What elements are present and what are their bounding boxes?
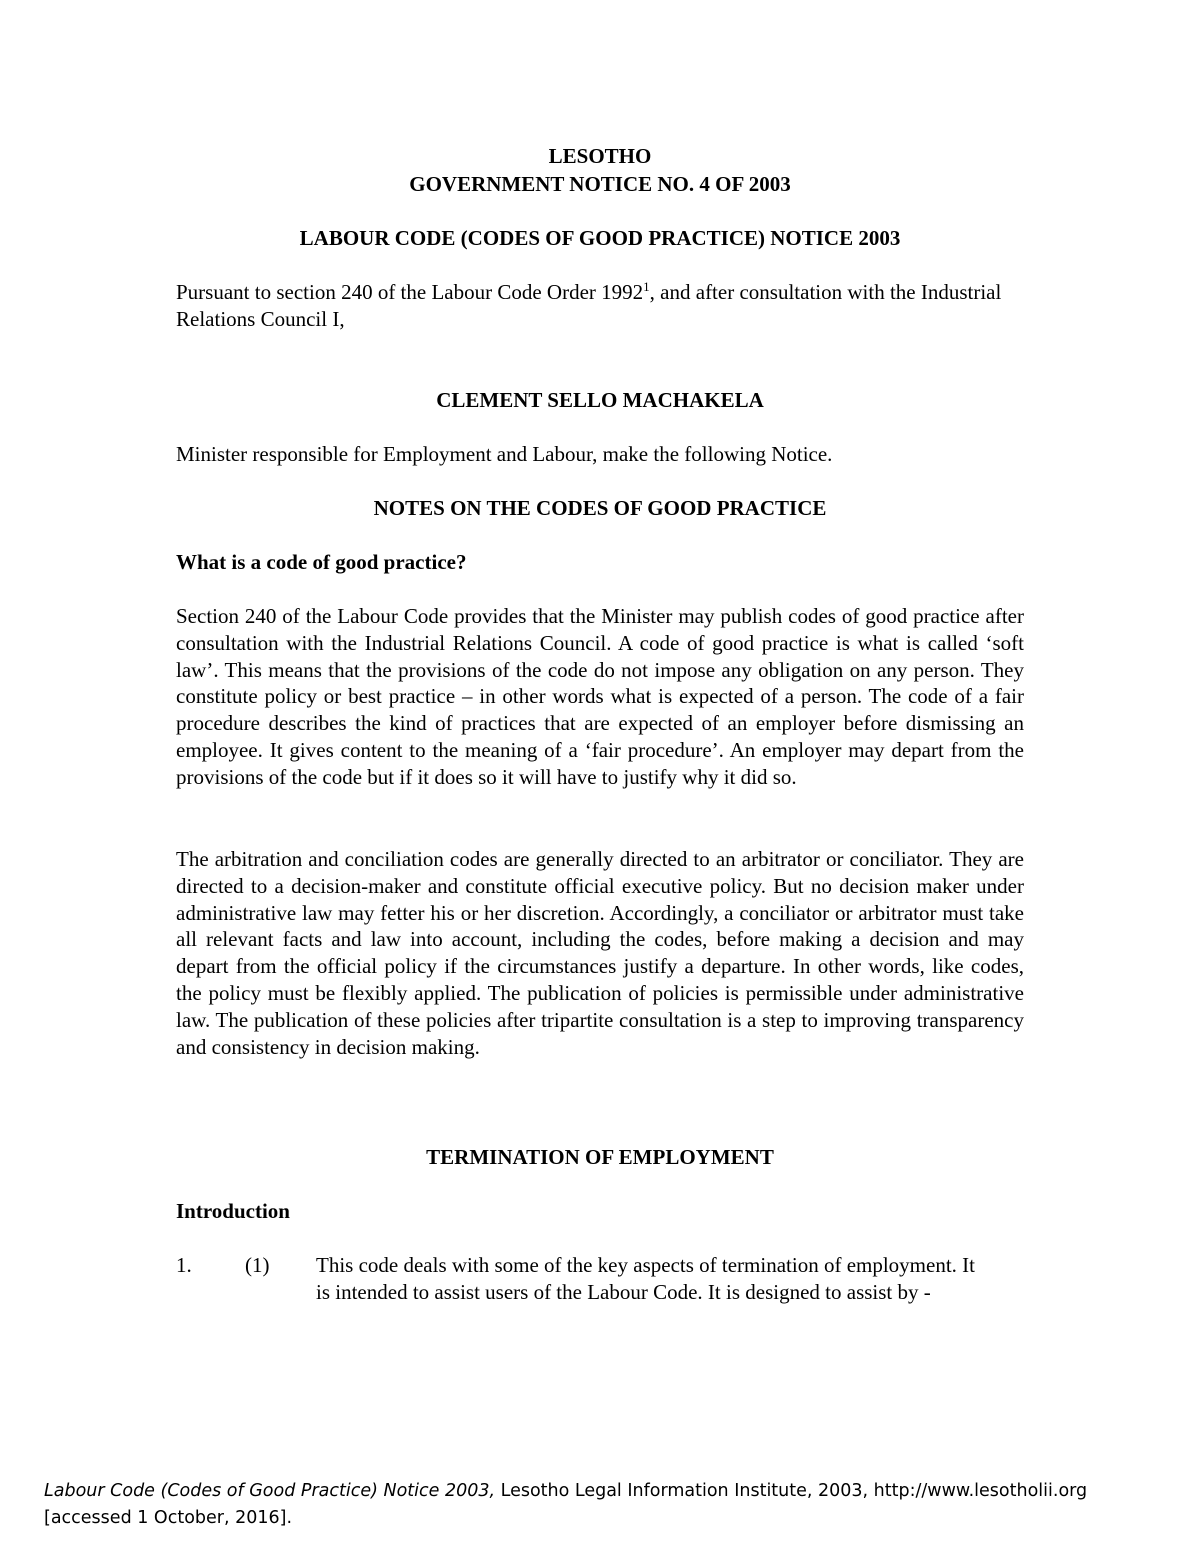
notes-paragraph-2: The arbitration and conciliation codes are generally directed to an arbitrator or conciliator. They are directed to a decision-maker and constitute official executive policy. But no decision maker under administrative law may fetter his or her discretion. Accordingly, a conciliator or arbitrator must take all relevant facts and law into account, including the codes, before making a decision and may depart from the official policy if the circumstances justify a departure. In other words, like codes, the policy must be flexibly applied. The publication of policies is permissible under administrative law. The publication of these policies after tripartite consultation is a step to improving transparency and consistency in decision making. xyxy=(176,847,1024,1059)
minister-name-heading: CLEMENT SELLO MACHAKELA xyxy=(436,388,764,412)
notes-paragraph-1: Section 240 of the Labour Code provides that the Minister may publish codes of good practice after consultation with the Industrial Relations Council. A code of good practice is what is called ‘soft law’. This means that the provisions of the code do not impose any obligation on any person. They constitute policy or best practice – in other words what is expected of a person. The code of a fair procedure describes the kind of practices that are expected of an employer before dismissing an employee. It gives content to the meaning of a ‘fair procedure’. An employer may depart from the provisions of the code but if it does so it will have to justify why it did so. xyxy=(176,604,1024,789)
footnote-marker[interactable]: 1 xyxy=(643,279,650,294)
item-subnumber: (1) xyxy=(245,1253,270,1277)
preamble-text-before: Pursuant to section 240 of the Labour Code Order 1992 xyxy=(176,280,644,304)
notice-title-heading: LABOUR CODE (CODES OF GOOD PRACTICE) NOTICE 2003 xyxy=(299,226,901,250)
introduction-subheading: Introduction xyxy=(176,1199,290,1223)
notes-subheading: What is a code of good practice? xyxy=(176,550,467,574)
preamble-paragraph xyxy=(176,279,1024,333)
citation-details: Lesotho Legal Information Institute, 2003, http://www.lesotholii.org [accessed 1 October, 2016]. xyxy=(44,1481,1088,1528)
country-heading: LESOTHO xyxy=(548,144,652,168)
citation-footer xyxy=(44,1478,1164,1532)
notice-number-heading: GOVERNMENT NOTICE NO. 4 OF 2003 xyxy=(409,172,791,196)
item-text: This code deals with some of the key aspects of termination of employment. It is intended to assist users of the Labour Code. It is designed to assist by - xyxy=(316,1253,975,1304)
notes-heading: NOTES ON THE CODES OF GOOD PRACTICE xyxy=(373,496,827,520)
preamble-text-after: , and after consultation with the Industrial Relations Council I, xyxy=(176,280,1002,331)
minister-statement: Minister responsible for Employment and Labour, make the following Notice. xyxy=(176,442,833,466)
citation-title: Labour Code (Codes of Good Practice) Notice 2003, xyxy=(44,1481,496,1501)
termination-heading: TERMINATION OF EMPLOYMENT xyxy=(426,1145,774,1169)
item-number: 1. xyxy=(176,1253,192,1277)
